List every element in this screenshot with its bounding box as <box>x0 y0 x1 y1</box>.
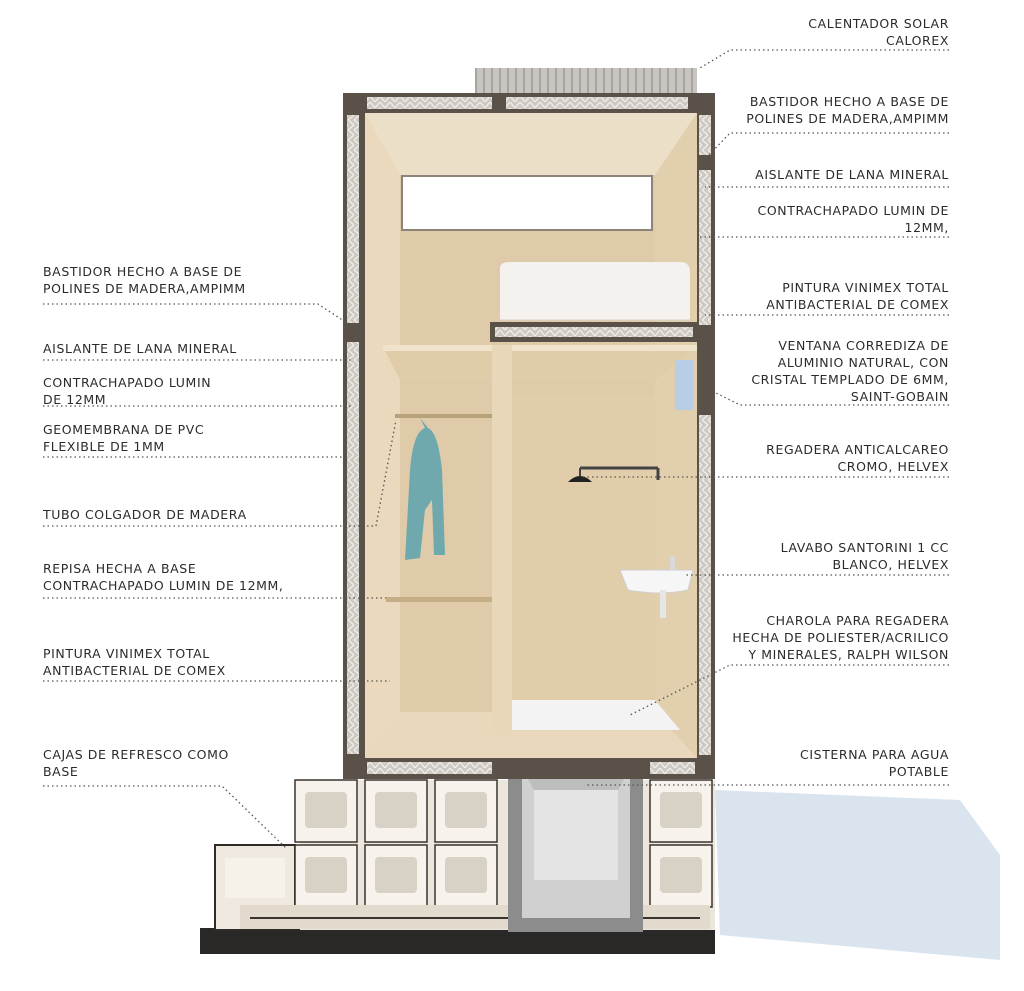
bathroom-window <box>675 360 693 410</box>
label-line: REPISA HECHA A BASE <box>43 561 197 576</box>
clerestory-window <box>402 176 652 230</box>
label-line: ANTIBACTERIAL DE COMEX <box>766 297 949 312</box>
label-line: ALUMINIO NATURAL, CON <box>777 355 949 370</box>
label-tubo <box>43 506 247 523</box>
label-line: BLANCO, HELVEX <box>832 557 949 572</box>
label-line: SAINT-GOBAIN <box>850 389 949 404</box>
label-line: POLINES DE MADERA,AMPIMM <box>43 281 246 296</box>
label-line: CAJAS DE REFRESCO COMO <box>43 747 229 762</box>
label-line: POLINES DE MADERA,AMPIMM <box>746 111 949 126</box>
label-line: PINTURA VINIMEX TOTAL <box>782 280 949 295</box>
shelf <box>386 597 492 602</box>
label-line: REGADERA ANTICALCAREO <box>766 442 949 457</box>
solar-heater <box>475 68 697 94</box>
label-regadera <box>766 441 949 475</box>
label-line: CALOREX <box>886 33 949 48</box>
label-pintura-right <box>766 279 949 313</box>
label-lavabo <box>781 539 949 573</box>
label-calentador <box>808 15 949 49</box>
label-contrachapado-left <box>43 374 211 408</box>
label-bastidor-left <box>43 263 246 297</box>
label-line: HECHA DE POLIESTER/ACRILICO <box>732 630 949 645</box>
label-line: BASTIDOR HECHO A BASE DE <box>749 94 949 109</box>
label-contrachapado-right <box>758 202 949 236</box>
label-line: PINTURA VINIMEX TOTAL <box>43 646 210 661</box>
label-line: BASE <box>43 764 79 779</box>
label-line: CROMO, HELVEX <box>837 459 949 474</box>
label-pintura-left <box>43 645 226 679</box>
label-cajas <box>43 746 229 780</box>
label-line: CONTRACHAPADO LUMIN <box>43 375 212 390</box>
label-line: DE 12MM <box>43 392 107 407</box>
label-line: CHAROLA PARA REGADERA <box>766 613 949 628</box>
label-line: CISTERNA PARA AGUA <box>800 747 949 762</box>
label-line: POTABLE <box>888 764 949 779</box>
label-aislante-right <box>755 166 949 183</box>
label-geomembrana <box>43 421 204 455</box>
label-line: CONTRACHAPADO LUMIN DE 12MM, <box>43 578 284 593</box>
label-line: AISLANTE DE LANA MINERAL <box>755 167 949 182</box>
label-line: AISLANTE DE LANA MINERAL <box>43 341 237 356</box>
partition-post <box>492 345 512 735</box>
ground-shadow <box>715 790 1000 960</box>
label-charola <box>732 612 949 663</box>
label-line: CONTRACHAPADO LUMIN DE <box>757 203 949 218</box>
label-line: ANTIBACTERIAL DE COMEX <box>43 663 226 678</box>
label-repisa <box>43 560 284 594</box>
cistern <box>508 760 643 932</box>
label-cisterna <box>800 746 949 780</box>
label-line: CALENTADOR SOLAR <box>808 16 949 31</box>
label-aislante-left <box>43 340 237 357</box>
label-line: Y MINERALES, RALPH WILSON <box>748 647 949 662</box>
label-line: VENTANA CORREDIZA DE <box>778 338 949 353</box>
label-line: FLEXIBLE DE 1MM <box>43 439 165 454</box>
label-line: BASTIDOR HECHO A BASE DE <box>43 264 243 279</box>
label-line: LAVABO SANTORINI 1 CC <box>780 540 949 555</box>
label-bastidor-right <box>746 93 949 127</box>
label-line: GEOMEMBRANA DE PVC <box>43 422 205 437</box>
label-line: TUBO COLGADOR DE MADERA <box>43 507 247 522</box>
label-ventana <box>751 337 949 405</box>
label-line: CRISTAL TEMPLADO DE 6MM, <box>751 372 949 387</box>
shower-tray <box>512 700 680 730</box>
label-line: 12MM, <box>904 220 949 235</box>
